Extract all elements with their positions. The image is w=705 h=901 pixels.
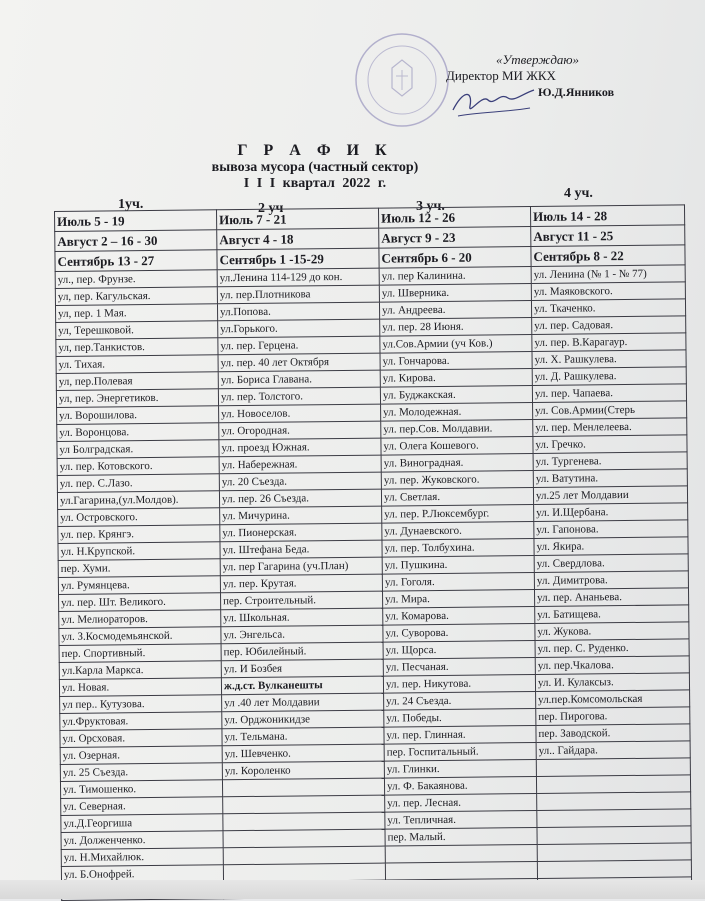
street-cell: пер. Строительный. [221, 591, 383, 610]
street-cell: ул. Пионерская. [220, 523, 382, 542]
street-cell: ж.д.ст. Вулканешты [221, 676, 383, 695]
approval-block [440, 52, 690, 100]
street-cell: ул. Энгельса. [221, 625, 383, 644]
street-cell: ул Болградская. [57, 440, 219, 459]
street-cell: ул.Горького. [218, 319, 380, 338]
street-cell: ул пер.. Кутузова. [60, 695, 222, 714]
street-cell [537, 792, 691, 811]
title-block [150, 142, 480, 192]
street-cell: ул. И Бозбея [221, 659, 383, 678]
street-cell: ул. пер.Плотникова [217, 285, 379, 304]
street-cell: ул.Карла Маркса. [59, 661, 221, 680]
street-cell: ул. пер. Ананьева. [534, 588, 688, 607]
street-cell: ул .40 лет Молдавии [222, 693, 384, 712]
street-cell: ул. Бориса Главана. [218, 370, 380, 389]
street-cell: ул. Победы. [384, 708, 536, 727]
street-cell: ул. пер. Крянгэ. [58, 525, 220, 544]
street-cell: ул. Мира. [382, 589, 534, 608]
street-cell: пер. Хуми. [58, 559, 220, 578]
street-cell: ул.Ленина 114-129 до кон. [217, 268, 379, 287]
street-cell: ул. пер. Котовского. [57, 457, 219, 476]
street-cell [537, 809, 691, 828]
street-cell: ул. Гречко. [533, 435, 687, 454]
street-cell: ул. Д. Рашкулева. [532, 367, 686, 386]
street-cell: ул. пер. Жуковского. [381, 470, 533, 489]
street-cell: ул. Тихая. [56, 355, 218, 374]
street-cell: пер. Спортивный. [59, 644, 221, 663]
street-cell: ул. Х. Рашкулева. [532, 350, 686, 369]
street-cell [223, 812, 385, 831]
street-cell: ул. пер. С.Лазо. [57, 474, 219, 493]
street-cell [385, 861, 537, 880]
street-cell: ул. И. Кулаксыз. [535, 673, 689, 692]
street-cell: ул. И.Щербана. [534, 503, 688, 522]
street-cell: ул.25 лет Молдавии [533, 486, 687, 505]
street-cell: ул. Школьная. [221, 608, 383, 627]
street-cell: ул. пер. Толбухина. [382, 538, 534, 557]
street-cell: ул. пер. Крутая. [220, 574, 382, 593]
street-cell: ул. Пушкина. [382, 555, 534, 574]
sector-label-2: 2 уч [258, 201, 284, 216]
street-cell: ул, пер.Полевая [56, 372, 218, 391]
street-cell: ул. Мичурина. [220, 506, 382, 525]
street-cell: ул. Тепличная. [385, 810, 537, 829]
street-cell: ул.Попова. [217, 302, 379, 321]
street-cell: ул. пер. 26 Съезда. [219, 489, 381, 508]
street-cell: ул. пер. Чапаева. [532, 384, 686, 403]
street-cell: ул. Долженченко. [61, 831, 223, 850]
street-cell: ул. пер. 40 лет Октября [218, 353, 380, 372]
document-period: I I I квартал 2022 г. [243, 176, 387, 191]
street-cell: ул. Молодежная. [381, 402, 533, 421]
street-cell: ул, Терешковой. [56, 321, 218, 340]
street-cell: ул.. Гайдара. [536, 741, 690, 760]
street-cell: ул. Щорса. [383, 640, 535, 659]
street-cell: ул. Румянцева. [58, 576, 220, 595]
street-cell: ул. Ленина (№ 1 - № 77) [531, 265, 685, 284]
month-dates-cell: Сентябрь 6 - 20 [379, 247, 531, 269]
sector-label-3: 3 уч. [416, 199, 445, 214]
sector-label-4: 4 уч. [564, 186, 593, 201]
street-cell: пер. Юбилейный. [221, 642, 383, 661]
street-cell [536, 775, 690, 794]
street-cell: ул. Северная. [61, 797, 223, 816]
month-dates-cell: Сентябрь 1 -15-29 [217, 248, 379, 270]
street-cell [223, 795, 385, 814]
month-dates-cell: Сентябрь 13 - 27 [55, 250, 217, 272]
street-cell: ул. Дунаевского. [382, 521, 534, 540]
street-cell: ул. Ватутина. [533, 469, 687, 488]
street-cell: ул. Кирова. [380, 369, 532, 388]
street-cell: ул. 20 Съезда. [219, 472, 381, 491]
street-cell: ул. Н.Михайлюк. [61, 848, 223, 867]
street-cell: ул. пер.Сов. Молдавии. [381, 419, 533, 438]
street-cell: ул. пер. В.Карагаур. [532, 333, 686, 352]
street-cell: ул, пер.Танкистов. [56, 338, 218, 357]
street-cell: ул. пер. Шт. Великого. [59, 593, 221, 612]
street-cell: ул, пер. 1 Мая. [55, 304, 217, 323]
street-cell: ул. Светлая. [381, 487, 533, 506]
street-cell: ул.Гагарина,(ул.Молдов). [57, 491, 219, 510]
street-cell: ул. Суворова. [383, 623, 535, 642]
street-cell: пер. Пирогова. [536, 707, 690, 726]
street-cell [223, 863, 385, 882]
street-cell: ул. Димитрова. [534, 571, 688, 590]
street-cell: ул.Фруктовая. [60, 712, 222, 731]
street-cell: ул. З.Космодемьянской. [59, 627, 221, 646]
street-cell: ул. пер. С. Руденко. [535, 639, 689, 658]
street-cell: ул. проезд Южная. [219, 438, 381, 457]
street-cell: ул. Орсховая. [60, 729, 222, 748]
street-cell: ул. Н.Крупской. [58, 542, 220, 561]
street-cell: ул. Тургенева. [533, 452, 687, 471]
street-cell: пер. Заводской. [536, 724, 690, 743]
street-cell: ул. Буджакская. [380, 386, 532, 405]
approval-position: Директор МИ ЖКХ [446, 68, 556, 83]
street-cell [222, 778, 384, 797]
street-cell: ул. Мелиораторов. [59, 610, 221, 629]
street-cell [536, 758, 690, 777]
street-cell: ул. Огородная. [219, 421, 381, 440]
street-cell: ул. пер. Толстого. [218, 387, 380, 406]
street-cell: ул. Ткаченко. [531, 299, 685, 318]
street-cell: ул. Орджоникидзе [222, 710, 384, 729]
street-cell: ул. пер.Чкалова. [535, 656, 689, 675]
street-cell: ул. Воронцова. [57, 423, 219, 442]
round-seal-stamp [352, 30, 452, 130]
street-cell: ул. пер. 28 Июня. [380, 318, 532, 337]
street-cell: ул. Ф. Бакаянова. [384, 776, 536, 795]
street-cell: ул. 25 Съезда. [60, 763, 222, 782]
street-cell: ул. Новая. [59, 678, 221, 697]
street-cell: ул. Озерная. [60, 746, 222, 765]
street-cell [385, 844, 537, 863]
street-cell: ул.пер.Комсомольская [536, 690, 690, 709]
month-dates-cell: Август 2 – 16 - 30 [55, 230, 217, 252]
street-cell: ул. Гончарова. [380, 352, 532, 371]
street-cell: ул. пер. Менлелеева. [533, 418, 687, 437]
street-cell [223, 829, 385, 848]
month-dates-cell: Сентябрь 8 - 22 [531, 245, 685, 267]
street-cell: ул. Глинки. [384, 759, 536, 778]
street-cell: пер. Госпитальный. [384, 742, 536, 761]
month-dates-cell: Июль 12 - 26 [378, 207, 530, 229]
street-cell: ул. Штефана Беда. [220, 540, 382, 559]
street-cell: ул. Маяковского. [531, 282, 685, 301]
street-cell: ул. Сов.Армии(Стерь [533, 401, 687, 420]
street-cell: ул. пер Калинина. [379, 267, 531, 286]
street-cell: ул. Комарова. [383, 606, 535, 625]
street-cell: ул. Новоселов. [219, 404, 381, 423]
street-cell: ул. Тимошенко. [60, 780, 222, 799]
document-title: Г Р А Ф И К [237, 142, 393, 159]
approval-name: Ю.Д.Янников [538, 85, 615, 99]
street-cell: ул. Тельмана. [222, 727, 384, 746]
street-cell [537, 826, 691, 845]
month-dates-cell: Июль 7 - 21 [216, 208, 378, 230]
street-cell: ул. Набережная. [219, 455, 381, 474]
street-cell: ул. пер. Герцена. [218, 336, 380, 355]
page-bottom-edge [0, 880, 705, 899]
approval-heading: «Утверждаю» [496, 52, 580, 67]
street-cell: ул. Андреева. [379, 301, 531, 320]
street-cell [537, 860, 691, 879]
street-cell: ул. Островского. [58, 508, 220, 527]
street-cell: ул. Олега Кошевого. [381, 436, 533, 455]
month-dates-cell: Август 4 - 18 [217, 228, 379, 250]
street-cell: ул. Жукова. [535, 622, 689, 641]
street-cell [537, 843, 691, 862]
street-cell: ул.Д.Георгиша [61, 814, 223, 833]
street-cell: ул. Короленко [222, 761, 384, 780]
street-cell: ул. Гапонова. [534, 520, 688, 539]
document-subtitle: вывоза мусора (частный сектор) [211, 160, 419, 175]
street-cell: ул. пер. Глинная. [384, 725, 536, 744]
street-cell: ул. Песчаная. [383, 657, 535, 676]
street-cell: ул. 24 Съезда. [384, 691, 536, 710]
street-cell: ул. Гоголя. [382, 572, 534, 591]
street-cell: ул., пер. Фрунзе. [55, 270, 217, 289]
sector-label-1: 1уч. [118, 197, 144, 212]
street-cell: ул. пер. Никутова. [383, 674, 535, 693]
street-cell: ул. пер. Садовая. [532, 316, 686, 335]
street-cell: ул. Шевченко. [222, 744, 384, 763]
street-cell: ул. Б.Онофрей. [61, 865, 223, 884]
street-cell: ул. Якира. [534, 537, 688, 556]
street-cell: ул. Ворошилова. [57, 406, 219, 425]
month-dates-cell: Июль 5 - 19 [55, 210, 217, 232]
street-cell: ул. пер. Лесная. [385, 793, 537, 812]
month-dates-cell: Июль 14 - 28 [530, 205, 684, 227]
street-cell: ул. Виноградная. [381, 453, 533, 472]
street-cell: ул. пер Гагарина (уч.План) [220, 557, 382, 576]
month-dates-cell: Август 9 - 23 [379, 227, 531, 249]
street-cell: ул.Сов.Армии (уч Ков.) [380, 335, 532, 354]
street-cell: пер. Малый. [385, 827, 537, 846]
schedule-table [54, 204, 692, 901]
street-cell: ул. Батищева. [535, 605, 689, 624]
street-cell: ул, пер. Энергетиков. [56, 389, 218, 408]
month-dates-cell: Август 11 - 25 [531, 225, 685, 247]
street-cell: ул. пер. Р.Люксембург. [382, 504, 534, 523]
street-cell: ул. Шверника. [379, 284, 531, 303]
street-cell: ул, пер. Кагульская. [55, 287, 217, 306]
street-cell [223, 846, 385, 865]
street-cell: ул. Свердлова. [534, 554, 688, 573]
